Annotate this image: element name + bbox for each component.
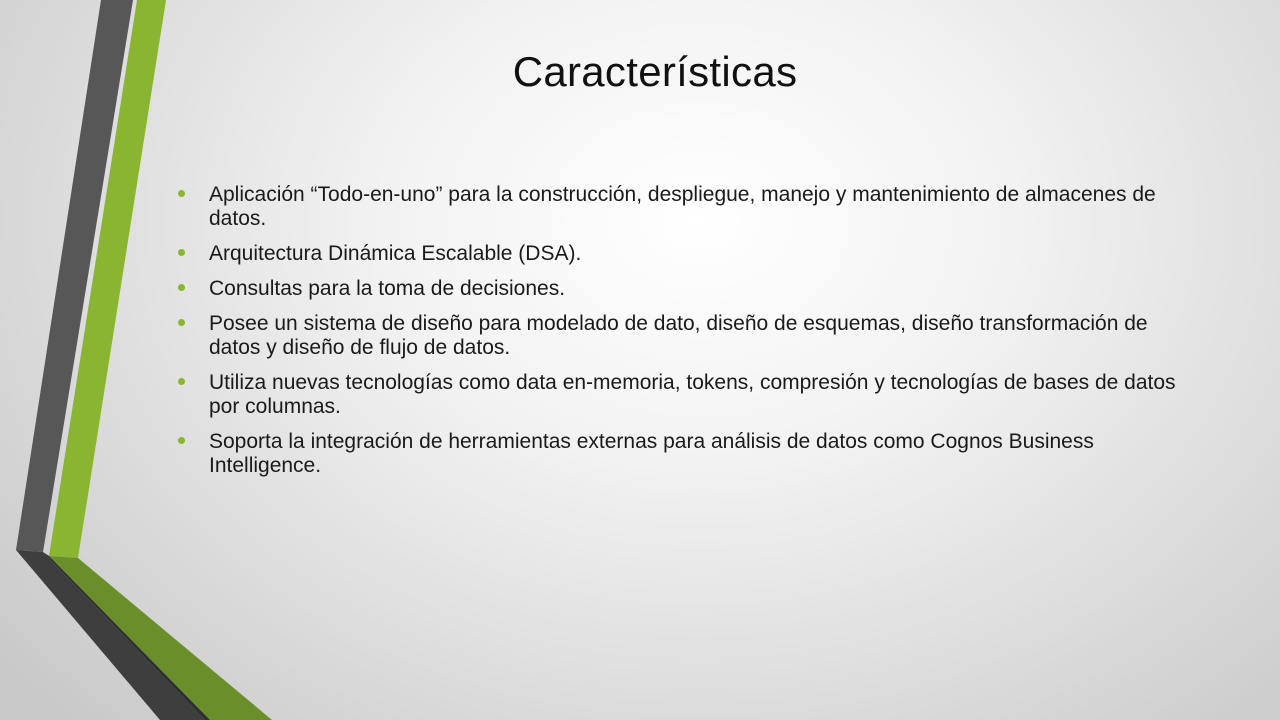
bullet-item (178, 277, 1178, 301)
bullet-item (178, 430, 1178, 478)
stripe-edge (43, 552, 210, 720)
bullet-dot-icon (178, 284, 185, 291)
bullet-dot-icon (178, 378, 185, 385)
bullet-item (178, 183, 1178, 231)
gray-stripe-lower (16, 550, 205, 720)
slide-title: Características (512, 48, 798, 95)
bullet-text: Arquitectura Dinámica Escalable (DSA). (209, 242, 582, 265)
bullet-list (178, 183, 1178, 489)
bullet-dot-icon (178, 190, 185, 197)
bullet-text: Consultas para la toma de decisiones. (209, 277, 566, 300)
bullet-text: Posee un sistema de diseño para modelado de dato, diseño de esquemas, diseño transformación de datos y diseño de flujo de datos. (209, 312, 1148, 359)
bullet-item (178, 242, 1178, 266)
bullet-dot-icon (178, 249, 185, 256)
bullet-item (178, 312, 1178, 360)
bullet-dot-icon (178, 437, 185, 444)
bullet-text: Aplicación “Todo-en-uno” para la construcción, despliegue, manejo y mantenimiento de almacenes de datos. (209, 183, 1156, 230)
bullet-text: Soporta la integración de herramientas externas para análisis de datos como Cognos Business Intelligence. (209, 430, 1094, 477)
bullet-text: Utiliza nuevas tecnologías como data en-memoria, tokens, compresión y tecnologías de bases de datos por columnas. (209, 371, 1176, 418)
bullet-item (178, 371, 1178, 419)
bullet-dot-icon (178, 319, 185, 326)
